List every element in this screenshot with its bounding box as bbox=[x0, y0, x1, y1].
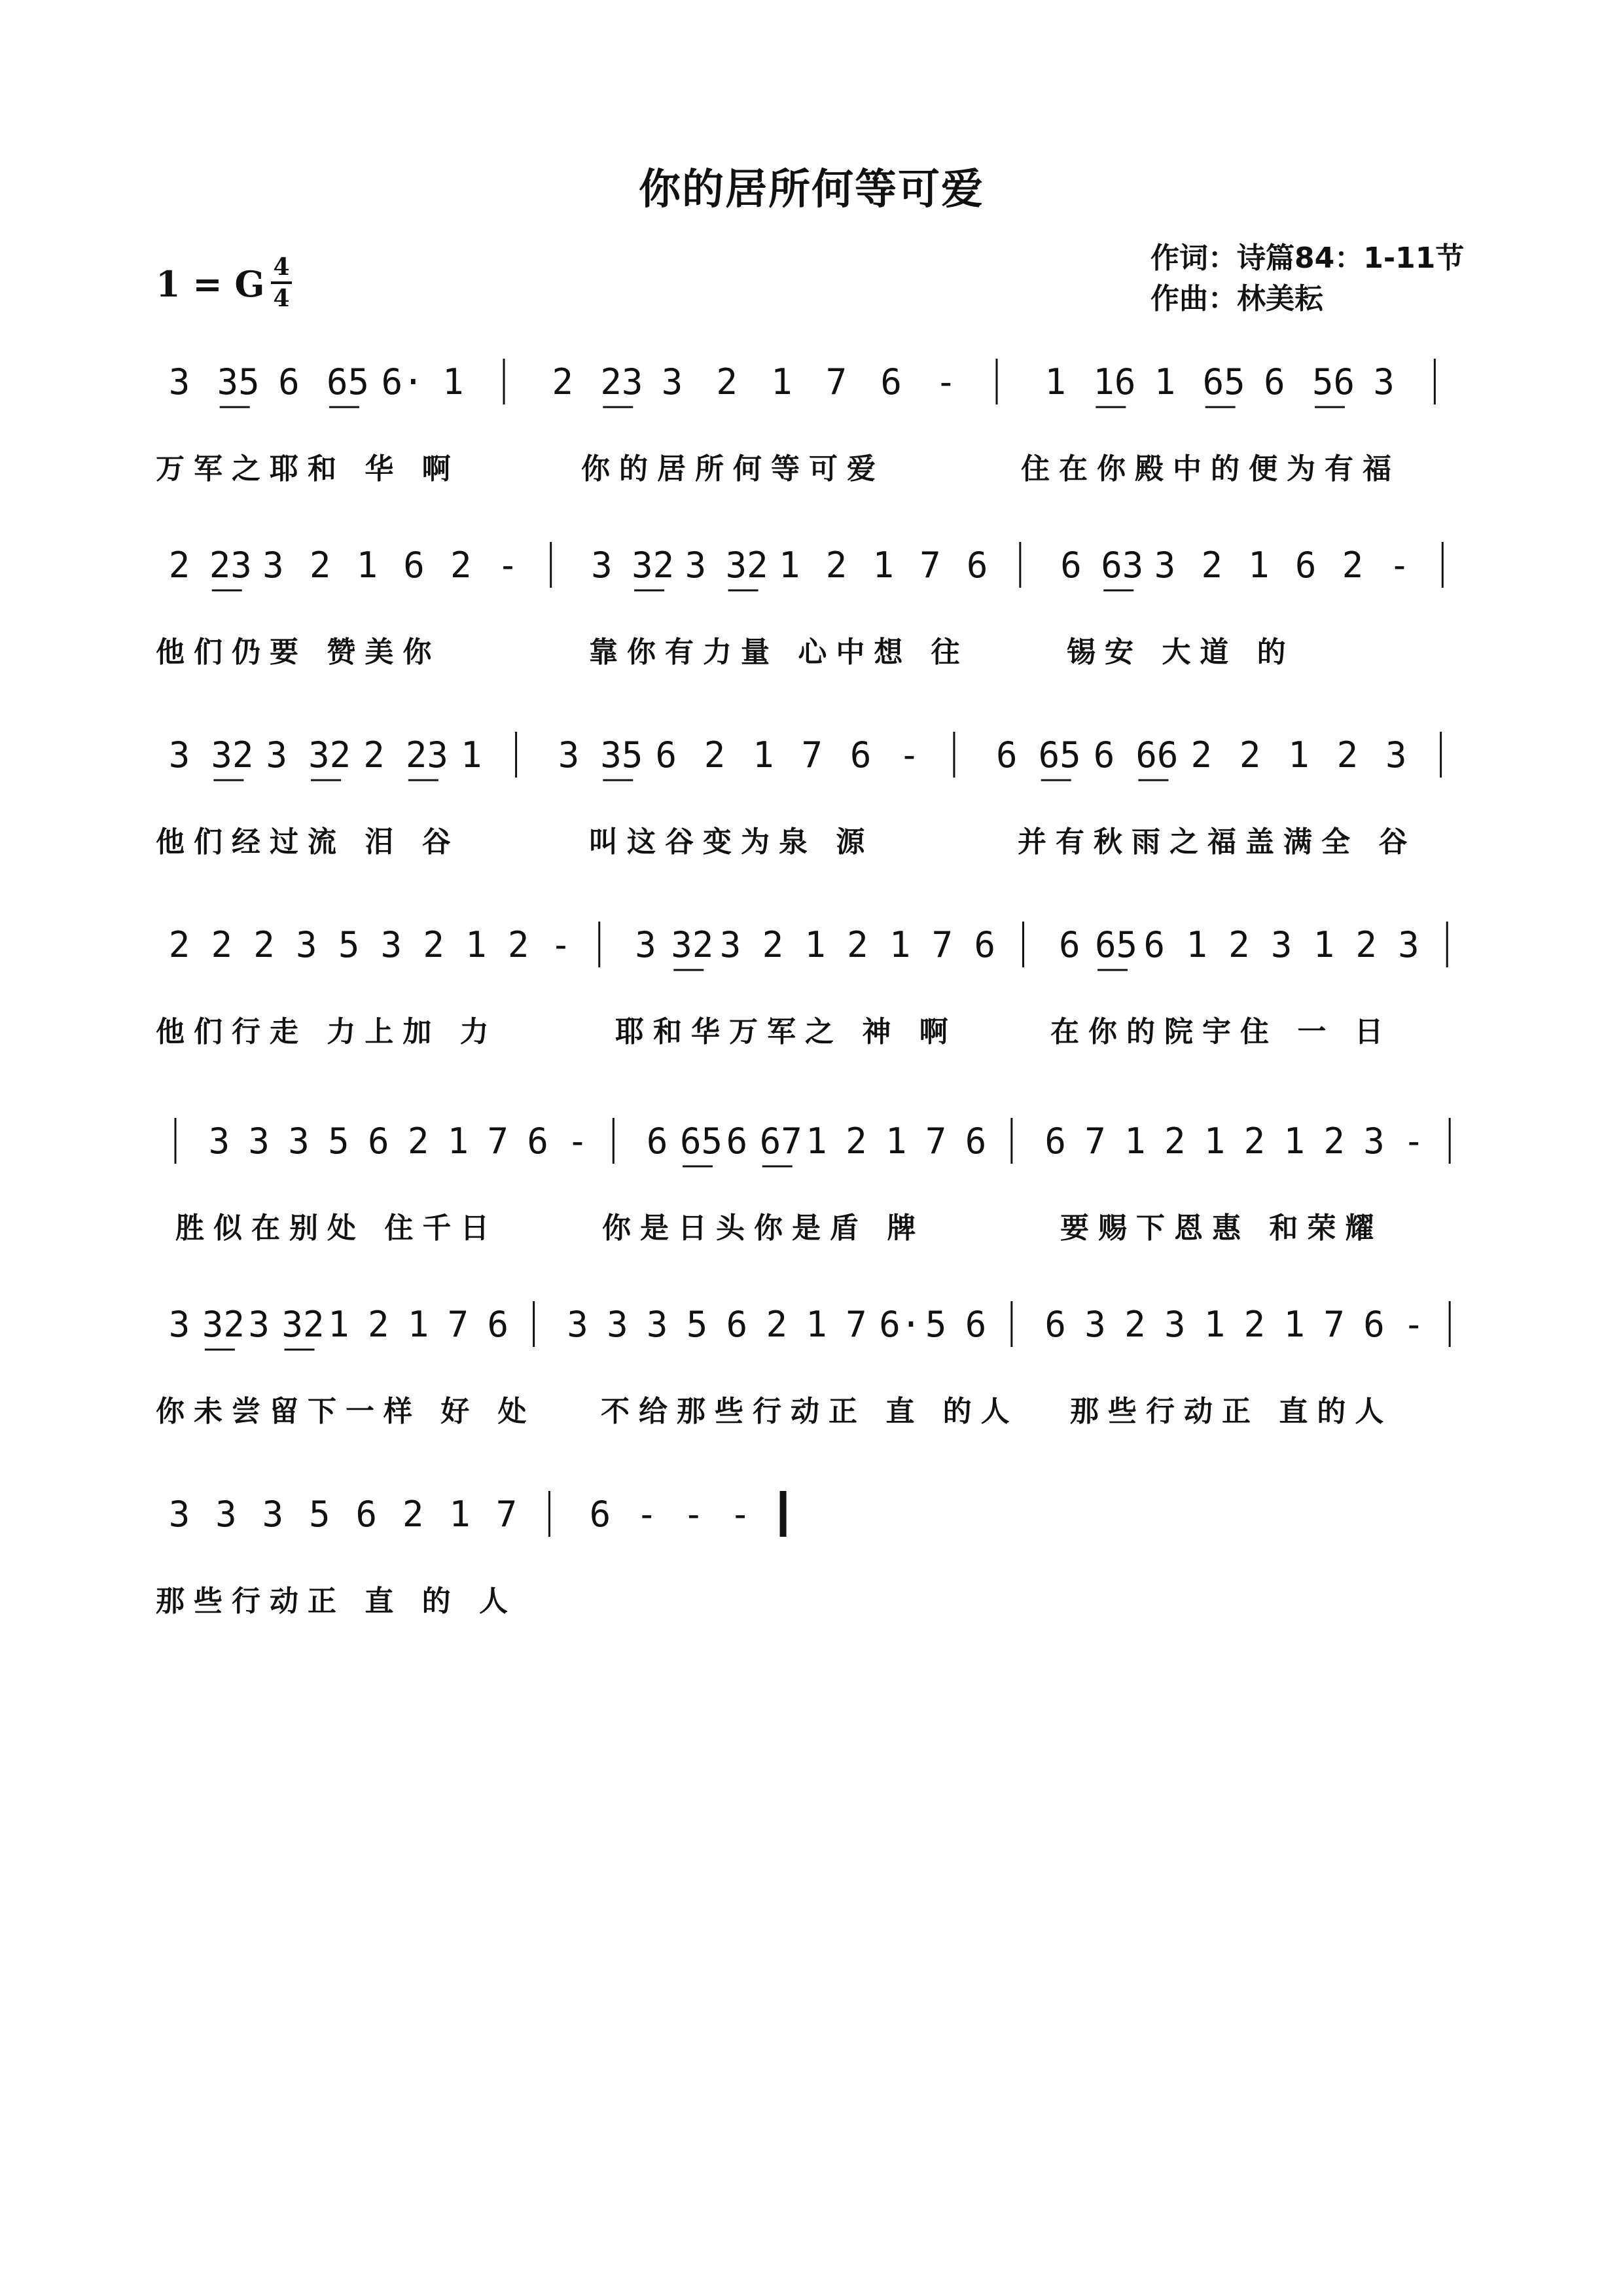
note: 7 bbox=[1323, 1304, 1345, 1345]
note: 6 bbox=[1044, 1304, 1066, 1345]
note: 1 bbox=[1288, 734, 1310, 776]
note: 3 bbox=[248, 1304, 270, 1345]
dash-extension: - bbox=[935, 361, 957, 403]
note: 3 bbox=[1363, 1121, 1385, 1162]
note: 1 bbox=[407, 1304, 429, 1345]
dash-extension: - bbox=[1389, 545, 1410, 586]
note: 2 bbox=[168, 924, 190, 965]
note: 2 bbox=[363, 734, 385, 776]
dash-extension: - bbox=[1403, 1121, 1425, 1162]
note: 6 bbox=[726, 1304, 748, 1345]
note: 1 bbox=[1124, 1121, 1146, 1162]
note: 2 bbox=[1323, 1121, 1345, 1162]
note: 3 bbox=[567, 1304, 588, 1345]
note: 63 bbox=[1101, 545, 1144, 586]
lyrics-line bbox=[0, 1388, 1623, 1440]
meter-top: 4 bbox=[273, 253, 290, 281]
dash-extension: - bbox=[899, 734, 920, 776]
note: 2 bbox=[1336, 734, 1359, 776]
note: 65 bbox=[680, 1121, 723, 1162]
note: 32 bbox=[725, 545, 768, 586]
note: 2 bbox=[367, 1304, 389, 1345]
lyric-phrase: 你未尝留下一样 好 处 bbox=[156, 1395, 536, 1428]
note: 7 bbox=[925, 1121, 947, 1162]
note: 2 bbox=[402, 1494, 424, 1535]
time-signature bbox=[268, 254, 294, 312]
lyric-phrase: 你是日头你是盾 牌 bbox=[602, 1211, 925, 1245]
note: 3 bbox=[1270, 924, 1293, 965]
note: 3 bbox=[719, 924, 741, 965]
note: 3 bbox=[646, 1304, 668, 1345]
note: 3 bbox=[168, 1494, 190, 1535]
note: 6 bbox=[487, 1304, 509, 1345]
note: 6 bbox=[1294, 545, 1317, 586]
note: 23 bbox=[405, 734, 448, 776]
song-title: 你的居所何等可爱 bbox=[639, 166, 984, 214]
note: 3 bbox=[168, 1304, 190, 1345]
note: 1 bbox=[1248, 545, 1270, 586]
note: 6 bbox=[527, 1121, 548, 1162]
note: 3 bbox=[168, 361, 190, 403]
note: 1 bbox=[771, 361, 793, 403]
note: 7 bbox=[1084, 1121, 1106, 1162]
note: 32 bbox=[281, 1304, 325, 1345]
note: 1 bbox=[447, 1121, 469, 1162]
note: 1 bbox=[1313, 924, 1335, 965]
dash-extension: - bbox=[550, 924, 572, 965]
note: 1 bbox=[1283, 1121, 1305, 1162]
meter-bottom: 4 bbox=[273, 285, 290, 312]
note: 1 bbox=[806, 1304, 827, 1345]
note: 3 bbox=[661, 361, 683, 403]
note: 2 bbox=[1239, 734, 1261, 776]
note: 6 bbox=[655, 734, 677, 776]
note: 7 bbox=[495, 1494, 518, 1535]
note: 32 bbox=[202, 1304, 245, 1345]
lyric-phrase: 并有秋雨之福盖满全 谷 bbox=[1018, 825, 1417, 859]
notation-marks bbox=[0, 1473, 1623, 1577]
lyric-phrase: 他们仍要 赞美你 bbox=[156, 636, 441, 669]
note: 6 bbox=[1044, 1121, 1066, 1162]
note: 3 bbox=[262, 545, 284, 586]
note: 2 bbox=[846, 1121, 867, 1162]
note: 2 bbox=[309, 545, 331, 586]
lyric-phrase: 要赐下恩惠 和荣耀 bbox=[1060, 1211, 1383, 1245]
note: 3 bbox=[1398, 924, 1419, 965]
note: 2 bbox=[450, 545, 472, 586]
note: 6 bbox=[1060, 545, 1082, 586]
note: 65 bbox=[1095, 924, 1138, 965]
note: 6 bbox=[1093, 734, 1115, 776]
note: 3 bbox=[380, 924, 402, 965]
note: 16 bbox=[1093, 361, 1136, 403]
note: 1 bbox=[889, 924, 911, 965]
lyric-phrase: 你的居所何等可爱 bbox=[581, 452, 885, 486]
note: 3 bbox=[288, 1121, 310, 1162]
note: 2 bbox=[762, 924, 784, 965]
note: 65 bbox=[327, 361, 370, 403]
note: 2 bbox=[407, 1121, 429, 1162]
note: 6 bbox=[996, 734, 1018, 776]
lyric-phrase: 叫这谷变为泉 源 bbox=[589, 825, 874, 859]
note: 2 bbox=[825, 545, 847, 586]
note: 1 bbox=[779, 545, 800, 586]
note: 35 bbox=[600, 734, 643, 776]
note: 56 bbox=[1312, 361, 1355, 403]
lyric-phrase: 他们行走 力上加 力 bbox=[156, 1015, 498, 1049]
note: 2 bbox=[716, 361, 738, 403]
note: 6 bbox=[355, 1494, 377, 1535]
note: 3 bbox=[266, 734, 287, 776]
composer-credit: 作曲：林美耘 bbox=[1150, 282, 1323, 315]
note: 5 bbox=[925, 1304, 947, 1345]
note: 3 bbox=[1373, 361, 1395, 403]
note: 1 bbox=[885, 1121, 907, 1162]
note: 3 bbox=[607, 1304, 628, 1345]
note: 6· bbox=[879, 1304, 922, 1345]
dash-extension: - bbox=[636, 1494, 658, 1535]
note: 65 bbox=[1038, 734, 1081, 776]
note: 23 bbox=[209, 545, 252, 586]
note: 2 bbox=[1342, 545, 1364, 586]
dash-extension: - bbox=[683, 1494, 704, 1535]
note: 6 bbox=[1264, 361, 1285, 403]
credits bbox=[1150, 238, 1464, 319]
lyrics-line bbox=[0, 818, 1623, 870]
note: 2 bbox=[1228, 924, 1250, 965]
note: 6· bbox=[381, 361, 424, 403]
note: 2 bbox=[507, 924, 529, 965]
note: 6 bbox=[367, 1121, 389, 1162]
note: 7 bbox=[931, 924, 954, 965]
note: 32 bbox=[308, 734, 351, 776]
note: 1 bbox=[804, 924, 826, 965]
note: 1 bbox=[449, 1494, 471, 1535]
lyric-phrase: 不给那些行动正 直 的人 bbox=[601, 1395, 1019, 1428]
note: 23 bbox=[600, 361, 643, 403]
note: 2 bbox=[168, 545, 190, 586]
lyric-phrase: 那些行动正 直 的 人 bbox=[156, 1585, 517, 1618]
note: 1 bbox=[1154, 361, 1176, 403]
meter-line bbox=[271, 281, 292, 284]
note: 32 bbox=[632, 545, 675, 586]
note: 6 bbox=[965, 1304, 987, 1345]
note: 2 bbox=[1355, 924, 1377, 965]
note: 6 bbox=[966, 545, 988, 586]
note: 6 bbox=[1363, 1304, 1385, 1345]
lyricist-credit: 作词：诗篇84：1-11节 bbox=[1150, 242, 1465, 275]
note: 1 bbox=[1204, 1304, 1226, 1345]
note: 6 bbox=[1143, 924, 1166, 965]
note: 3 bbox=[262, 1494, 284, 1535]
note: 3 bbox=[635, 924, 656, 965]
dash-extension: - bbox=[567, 1121, 588, 1162]
lyrics-line bbox=[0, 445, 1623, 497]
note: 1 bbox=[872, 545, 894, 586]
note: 6 bbox=[965, 1121, 987, 1162]
note: 7 bbox=[447, 1304, 469, 1345]
note: 32 bbox=[671, 924, 714, 965]
note: 66 bbox=[1135, 734, 1179, 776]
note: 3 bbox=[1164, 1304, 1186, 1345]
note: 2 bbox=[704, 734, 726, 776]
note: 6 bbox=[880, 361, 902, 403]
note: 2 bbox=[253, 924, 275, 965]
note: 1 bbox=[356, 545, 378, 586]
note: 3 bbox=[296, 924, 317, 965]
lyrics-line bbox=[0, 1204, 1623, 1257]
note: 1 bbox=[1186, 924, 1207, 965]
note: 2 bbox=[1124, 1304, 1146, 1345]
note: 1 bbox=[1283, 1304, 1305, 1345]
note: 3 bbox=[1385, 734, 1407, 776]
note: 5 bbox=[309, 1494, 330, 1535]
note: 3 bbox=[168, 734, 190, 776]
lyric-phrase: 住在你殿中的便为有福 bbox=[1021, 452, 1400, 486]
note: 6 bbox=[1058, 924, 1080, 965]
lyrics-line bbox=[0, 1577, 1623, 1630]
note: 2 bbox=[847, 924, 868, 965]
lyrics-line bbox=[0, 628, 1623, 681]
lyric-phrase: 靠你有力量 心中想 往 bbox=[589, 636, 969, 669]
note: 6 bbox=[974, 924, 995, 965]
note: 1 bbox=[460, 734, 482, 776]
lyric-phrase: 在你的院宇住 一 日 bbox=[1050, 1015, 1393, 1049]
note: 6 bbox=[278, 361, 300, 403]
note: 6 bbox=[726, 1121, 748, 1162]
note: 5 bbox=[338, 924, 360, 965]
lyric-phrase: 他们经过流 泪 谷 bbox=[156, 825, 460, 859]
note: 2 bbox=[1243, 1121, 1266, 1162]
lyrics-line bbox=[0, 1008, 1623, 1060]
note: 1 bbox=[1044, 361, 1066, 403]
note: 32 bbox=[211, 734, 254, 776]
note: 35 bbox=[217, 361, 260, 403]
note: 7 bbox=[919, 545, 941, 586]
lyric-phrase: 胜似在别处 住千日 bbox=[175, 1211, 499, 1245]
lyric-phrase: 耶和华万军之 神 啊 bbox=[615, 1015, 957, 1049]
note: 2 bbox=[1201, 545, 1222, 586]
dash-extension: - bbox=[1403, 1304, 1425, 1345]
note: 3 bbox=[1084, 1304, 1106, 1345]
note: 3 bbox=[558, 734, 580, 776]
note: 7 bbox=[801, 734, 823, 776]
note: 2 bbox=[1243, 1304, 1266, 1345]
note: 7 bbox=[846, 1304, 867, 1345]
note: 1 bbox=[328, 1304, 349, 1345]
lyric-phrase: 万军之耶和 华 啊 bbox=[156, 452, 460, 486]
note: 2 bbox=[1164, 1121, 1186, 1162]
note: 67 bbox=[759, 1121, 802, 1162]
dash-extension: - bbox=[729, 1494, 751, 1535]
note: 5 bbox=[686, 1304, 708, 1345]
note: 1 bbox=[442, 361, 464, 403]
lyric-phrase: 锡安 大道 的 bbox=[1067, 636, 1295, 669]
note: 3 bbox=[591, 545, 613, 586]
key-signature: 1 = G bbox=[156, 263, 265, 305]
note: 3 bbox=[1154, 545, 1176, 586]
note: 65 bbox=[1202, 361, 1245, 403]
note: 6 bbox=[589, 1494, 611, 1535]
note: 1 bbox=[1204, 1121, 1226, 1162]
note: 1 bbox=[465, 924, 487, 965]
note: 2 bbox=[423, 924, 444, 965]
note: 2 bbox=[766, 1304, 787, 1345]
note: 1 bbox=[753, 734, 774, 776]
note: 7 bbox=[825, 361, 847, 403]
note: 3 bbox=[215, 1494, 237, 1535]
note: 6 bbox=[849, 734, 872, 776]
dash-extension: - bbox=[497, 545, 519, 586]
note: 2 bbox=[552, 361, 573, 403]
note: 2 bbox=[1190, 734, 1213, 776]
note: 3 bbox=[685, 545, 707, 586]
note: 6 bbox=[403, 545, 425, 586]
note: 7 bbox=[487, 1121, 509, 1162]
note: 5 bbox=[328, 1121, 349, 1162]
note: 1 bbox=[806, 1121, 827, 1162]
note: 3 bbox=[208, 1121, 230, 1162]
note: 3 bbox=[248, 1121, 270, 1162]
note: 6 bbox=[646, 1121, 668, 1162]
note: 2 bbox=[211, 924, 233, 965]
lyric-phrase: 那些行动正 直的人 bbox=[1070, 1395, 1393, 1428]
